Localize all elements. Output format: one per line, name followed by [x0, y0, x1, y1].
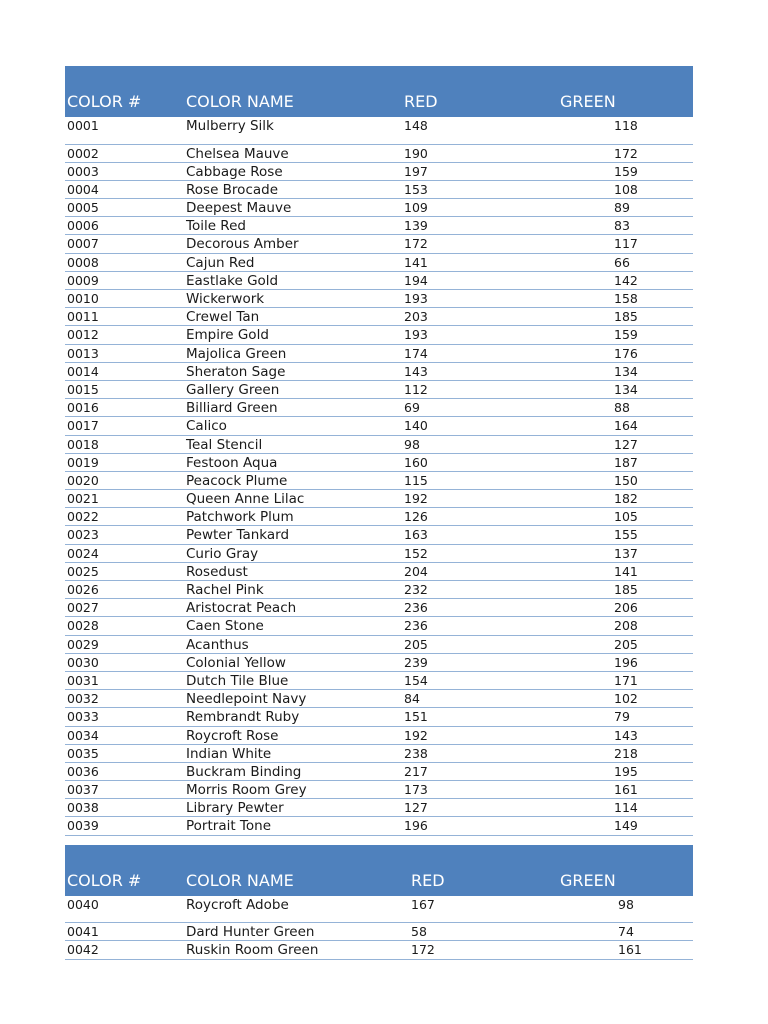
table-row	[65, 381, 693, 399]
header-green: GREEN	[560, 92, 616, 111]
color-number-cell: 0033	[67, 709, 99, 725]
color-number-cell: 0029	[67, 636, 99, 652]
color-number-cell: 0021	[67, 491, 99, 507]
color-number-cell: 0014	[67, 363, 99, 379]
table-row	[65, 896, 693, 924]
table-row	[65, 941, 693, 959]
color-name-cell: Dard Hunter Green	[186, 924, 315, 941]
green-value-cell: 105	[614, 509, 638, 525]
red-value-cell: 127	[404, 800, 428, 816]
green-value-cell: 134	[614, 363, 638, 379]
red-value-cell: 232	[404, 582, 428, 597]
color-name-cell: Morris Room Grey	[186, 782, 307, 799]
color-name-cell: Caen Stone	[186, 618, 264, 635]
color-number-cell: 0038	[67, 800, 99, 816]
red-value-cell: 141	[404, 254, 428, 270]
color-name-cell: Wickerwork	[186, 291, 265, 307]
color-name-cell: Crewel Tan	[186, 309, 260, 326]
color-number-cell: 0031	[67, 672, 99, 688]
table-row	[65, 490, 693, 508]
green-value-cell: 66	[614, 254, 630, 270]
red-value-cell: 152	[404, 545, 428, 561]
green-value-cell: 127	[614, 436, 638, 452]
green-value-cell: 118	[614, 118, 638, 133]
red-value-cell: 192	[404, 491, 428, 507]
red-value-cell: 194	[404, 272, 428, 288]
color-number-cell: 0002	[67, 145, 99, 161]
color-name-cell: Peacock Plume	[186, 472, 288, 489]
table-row	[65, 526, 693, 544]
red-value-cell: 58	[411, 924, 427, 940]
header-color-number: COLOR #	[67, 870, 142, 890]
table-row	[65, 272, 693, 290]
color-name-cell: Cabbage Rose	[186, 163, 283, 180]
green-value-cell: 88	[614, 400, 630, 416]
green-value-cell: 137	[614, 545, 638, 561]
table-row	[65, 581, 693, 599]
color-number-cell: 0040	[67, 896, 99, 912]
color-table	[65, 66, 693, 960]
table-gap	[65, 836, 693, 845]
green-value-cell: 79	[614, 709, 630, 725]
color-number-cell: 0025	[67, 563, 99, 579]
red-value-cell: 197	[404, 163, 428, 179]
color-number-cell: 0041	[67, 924, 99, 940]
green-value-cell: 196	[614, 654, 638, 670]
color-name-cell: Rose Brocade	[186, 181, 279, 198]
table-row	[65, 254, 693, 272]
red-value-cell: 160	[404, 454, 428, 470]
color-number-cell: 0030	[67, 654, 99, 670]
green-value-cell: 98	[618, 896, 634, 912]
red-value-cell: 192	[404, 727, 428, 743]
color-number-cell: 0039	[67, 818, 99, 834]
green-value-cell: 108	[614, 181, 638, 197]
color-number-cell: 0016	[67, 400, 99, 416]
header-green: GREEN	[560, 870, 616, 890]
header-color-name: COLOR NAME	[186, 92, 294, 111]
green-value-cell: 134	[614, 381, 638, 397]
table-row	[65, 781, 693, 799]
green-value-cell: 195	[614, 763, 638, 779]
color-name-cell: Empire Gold	[186, 327, 269, 344]
table-header-2	[65, 845, 693, 896]
color-number-cell: 0003	[67, 163, 99, 179]
color-name-cell: Eastlake Gold	[186, 272, 279, 289]
green-value-cell: 141	[614, 563, 638, 579]
color-name-cell: Mulberry Silk	[186, 118, 274, 134]
green-value-cell: 187	[614, 454, 638, 470]
color-number-cell: 0036	[67, 763, 99, 779]
green-value-cell: 182	[614, 491, 638, 507]
color-number-cell: 0042	[67, 942, 99, 958]
table-row	[65, 817, 693, 835]
green-value-cell: 205	[614, 636, 638, 652]
red-value-cell: 193	[404, 327, 428, 343]
red-value-cell: 143	[404, 363, 428, 379]
color-name-cell: Aristocrat Peach	[186, 600, 297, 617]
green-value-cell: 159	[614, 327, 638, 343]
green-value-cell: 149	[614, 818, 638, 834]
color-name-cell: Rembrandt Ruby	[186, 709, 300, 726]
color-number-cell: 0006	[67, 218, 99, 234]
color-number-cell: 0020	[67, 472, 99, 488]
color-name-cell: Teal Stencil	[186, 436, 263, 453]
red-value-cell: 205	[404, 636, 428, 652]
table-row	[65, 763, 693, 781]
red-value-cell: 173	[404, 782, 428, 798]
table-row	[65, 472, 693, 490]
color-name-cell: Gallery Green	[186, 381, 280, 398]
red-value-cell: 174	[404, 345, 428, 361]
table-row	[65, 417, 693, 435]
green-value-cell: 83	[614, 218, 630, 234]
header-color-name: COLOR NAME	[186, 870, 294, 890]
color-number-cell: 0013	[67, 345, 99, 361]
color-number-cell: 0005	[67, 200, 99, 216]
red-value-cell: 204	[404, 563, 428, 579]
green-value-cell: 117	[614, 236, 638, 252]
color-name-cell: Roycroft Rose	[186, 727, 279, 744]
table-row	[65, 563, 693, 581]
red-value-cell: 84	[404, 691, 420, 707]
color-number-cell: 0026	[67, 582, 99, 597]
color-number-cell: 0034	[67, 727, 99, 743]
table-row	[65, 617, 693, 635]
red-value-cell: 112	[404, 381, 428, 397]
color-name-cell: Rachel Pink	[186, 582, 264, 598]
table-row	[65, 708, 693, 726]
color-number-cell: 0022	[67, 509, 99, 525]
color-number-cell: 0011	[67, 309, 99, 325]
red-value-cell: 98	[404, 436, 420, 452]
color-name-cell: Roycroft Adobe	[186, 896, 289, 913]
color-name-cell: Needlepoint Navy	[186, 691, 307, 708]
color-name-cell: Decorous Amber	[186, 236, 299, 253]
green-value-cell: 171	[614, 672, 638, 688]
color-number-cell: 0015	[67, 381, 99, 397]
table-row	[65, 163, 693, 181]
red-value-cell: 109	[404, 200, 428, 216]
table-row	[65, 508, 693, 526]
green-value-cell: 142	[614, 272, 638, 288]
red-value-cell: 167	[411, 896, 435, 912]
table-row	[65, 436, 693, 454]
color-name-cell: Patchwork Plum	[186, 509, 294, 526]
green-value-cell: 161	[614, 782, 638, 798]
color-name-cell: Chelsea Mauve	[186, 145, 289, 162]
table-row	[65, 745, 693, 763]
green-value-cell: 102	[614, 691, 638, 707]
table-body-1	[65, 117, 693, 836]
color-number-cell: 0009	[67, 272, 99, 288]
table-row	[65, 399, 693, 417]
color-name-cell: Toile Red	[186, 218, 246, 235]
table-row	[65, 199, 693, 217]
red-value-cell: 172	[404, 236, 428, 252]
color-number-cell: 0028	[67, 618, 99, 634]
color-name-cell: Cajun Red	[186, 254, 255, 271]
color-name-cell: Pewter Tankard	[186, 527, 290, 544]
color-number-cell: 0024	[67, 545, 99, 561]
table-row	[65, 290, 693, 308]
color-name-cell: Queen Anne Lilac	[186, 491, 305, 508]
red-value-cell: 236	[404, 618, 428, 634]
green-value-cell: 208	[614, 618, 638, 634]
table-row	[65, 217, 693, 235]
red-value-cell: 153	[404, 181, 428, 197]
table-row	[65, 181, 693, 199]
red-value-cell: 154	[404, 672, 428, 688]
red-value-cell: 163	[404, 527, 428, 543]
color-name-cell: Sheraton Sage	[186, 363, 286, 380]
color-name-cell: Ruskin Room Green	[186, 942, 319, 959]
table-row	[65, 636, 693, 654]
red-value-cell: 115	[404, 472, 428, 488]
color-number-cell: 0023	[67, 527, 99, 543]
color-number-cell: 0007	[67, 236, 99, 252]
green-value-cell: 158	[614, 291, 638, 306]
green-value-cell: 114	[614, 800, 638, 816]
red-value-cell: 151	[404, 709, 428, 725]
green-value-cell: 143	[614, 727, 638, 743]
red-value-cell: 203	[404, 309, 428, 325]
table-body-2	[65, 896, 693, 960]
green-value-cell: 89	[614, 200, 630, 216]
color-number-cell: 0012	[67, 327, 99, 343]
red-value-cell: 126	[404, 509, 428, 525]
green-value-cell: 150	[614, 472, 638, 488]
green-value-cell: 159	[614, 163, 638, 179]
red-value-cell: 196	[404, 818, 428, 834]
table-row	[65, 117, 693, 145]
table-row	[65, 727, 693, 745]
color-name-cell: Rosedust	[186, 563, 248, 580]
color-number-cell: 0018	[67, 436, 99, 452]
green-value-cell: 185	[614, 582, 638, 597]
table-row	[65, 235, 693, 253]
color-number-cell: 0037	[67, 782, 99, 798]
green-value-cell: 218	[614, 745, 638, 761]
table-row	[65, 799, 693, 817]
table-row	[65, 326, 693, 344]
green-value-cell: 185	[614, 309, 638, 325]
color-name-cell: Calico	[186, 418, 227, 435]
green-value-cell: 164	[614, 418, 638, 434]
table-row	[65, 345, 693, 363]
green-value-cell: 206	[614, 600, 638, 616]
red-value-cell: 238	[404, 745, 428, 761]
red-value-cell: 217	[404, 763, 428, 779]
green-value-cell: 161	[618, 942, 642, 958]
color-number-cell: 0004	[67, 181, 99, 197]
table-row	[65, 454, 693, 472]
table-row	[65, 308, 693, 326]
table-row	[65, 545, 693, 563]
color-number-cell: 0019	[67, 454, 99, 470]
color-name-cell: Colonial Yellow	[186, 654, 286, 671]
color-name-cell: Festoon Aqua	[186, 454, 278, 471]
red-value-cell: 140	[404, 418, 428, 434]
red-value-cell: 190	[404, 145, 428, 161]
table-row	[65, 599, 693, 617]
color-number-cell: 0032	[67, 691, 99, 707]
green-value-cell: 155	[614, 527, 638, 543]
color-name-cell: Library Pewter	[186, 800, 284, 817]
color-name-cell: Buckram Binding	[186, 763, 302, 780]
color-name-cell: Indian White	[186, 745, 272, 762]
color-name-cell: Acanthus	[186, 636, 249, 653]
header-red: RED	[411, 870, 445, 890]
color-number-cell: 0027	[67, 600, 99, 616]
red-value-cell: 69	[404, 400, 420, 416]
color-name-cell: Deepest Mauve	[186, 200, 292, 217]
table-header	[65, 66, 693, 117]
table-row	[65, 672, 693, 690]
red-value-cell: 236	[404, 600, 428, 616]
color-number-cell: 0017	[67, 418, 99, 434]
table-row	[65, 923, 693, 941]
red-value-cell: 139	[404, 218, 428, 234]
red-value-cell: 172	[411, 942, 435, 958]
color-name-cell: Portrait Tone	[186, 818, 271, 835]
table-row	[65, 363, 693, 381]
red-value-cell: 239	[404, 654, 428, 670]
red-value-cell: 148	[404, 118, 428, 133]
red-value-cell: 193	[404, 291, 428, 306]
color-number-cell: 0010	[67, 291, 99, 306]
table-row	[65, 654, 693, 672]
color-number-cell: 0035	[67, 745, 99, 761]
color-name-cell: Billiard Green	[186, 400, 278, 417]
color-name-cell: Curio Gray	[186, 545, 259, 562]
color-number-cell: 0008	[67, 254, 99, 270]
header-color-number: COLOR #	[67, 92, 142, 111]
green-value-cell: 176	[614, 345, 638, 361]
green-value-cell: 172	[614, 145, 638, 161]
green-value-cell: 74	[618, 924, 634, 940]
table-row	[65, 145, 693, 163]
table-row	[65, 690, 693, 708]
color-number-cell: 0001	[67, 118, 99, 133]
color-name-cell: Majolica Green	[186, 345, 287, 362]
header-red: RED	[404, 92, 438, 111]
color-name-cell: Dutch Tile Blue	[186, 672, 289, 689]
